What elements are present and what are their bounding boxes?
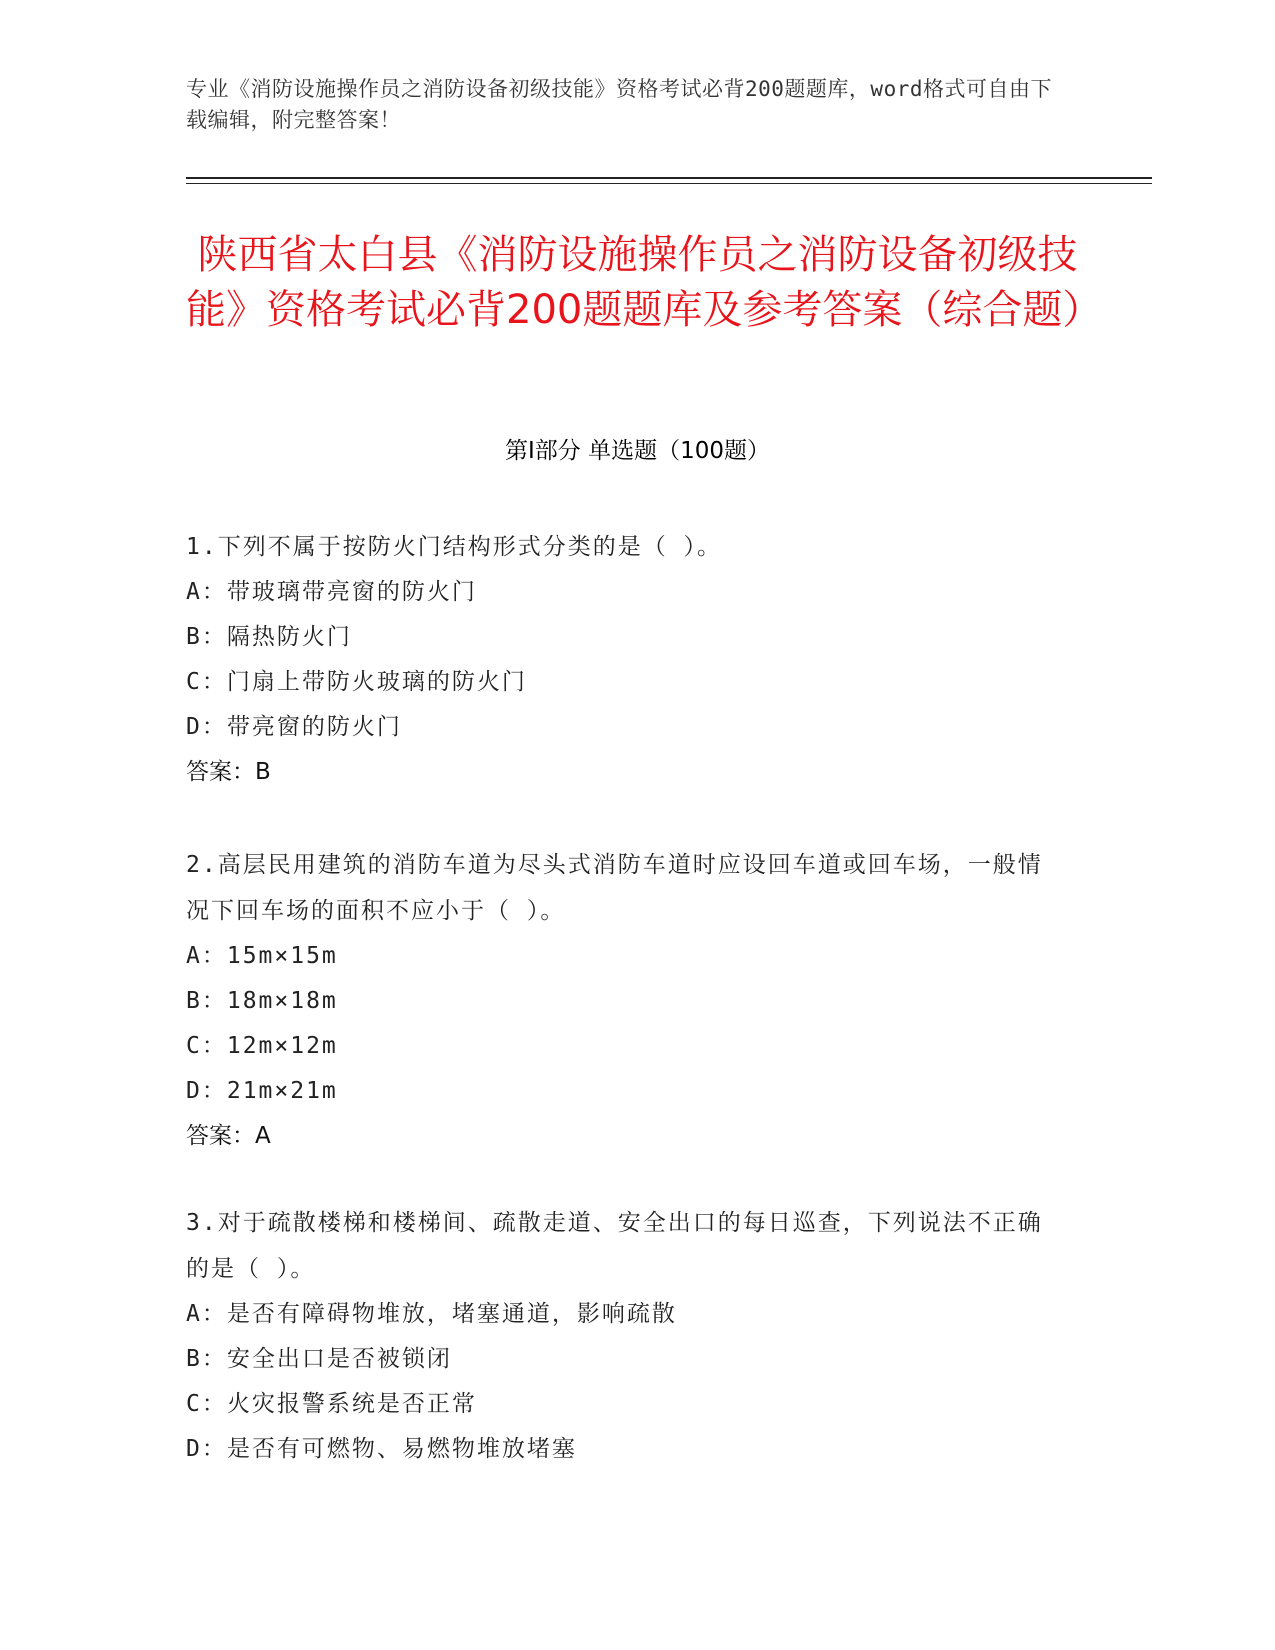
option-c: C：12m×12m bbox=[186, 1033, 338, 1059]
question-item bbox=[186, 1200, 1066, 1472]
question-stem: 2.高层民用建筑的消防车道为尽头式消防车道时应设回车道或回车场，一般情况下回车场的面积不应小于（ ）。 bbox=[186, 852, 1043, 924]
answer-line: 答案：B bbox=[186, 759, 271, 785]
header-divider-thick bbox=[186, 177, 1152, 179]
section-title: 第I部分 单选题（100题） bbox=[505, 438, 770, 464]
option-d: D：是否有可燃物、易燃物堆放堵塞 bbox=[186, 1436, 577, 1462]
option-a: A：是否有障碍物堆放，堵塞通道，影响疏散 bbox=[186, 1301, 677, 1327]
question-stem: 1.下列不属于按防火门结构形式分类的是（ ）。 bbox=[186, 534, 723, 560]
answer-line: 答案：A bbox=[186, 1123, 271, 1149]
option-b: B：隔热防火门 bbox=[186, 624, 352, 650]
document-title: 陕西省太白县《消防设施操作员之消防设备初级技能》资格考试必背200题题库及参考答案（综合题） bbox=[186, 232, 1103, 333]
question-stem: 3.对于疏散楼梯和楼梯间、疏散走道、安全出口的每日巡查，下列说法不正确的是（ ）。 bbox=[186, 1210, 1043, 1282]
option-a: A：带玻璃带亮窗的防火门 bbox=[186, 579, 477, 605]
option-a: A：15m×15m bbox=[186, 943, 338, 969]
question-item bbox=[186, 524, 1066, 795]
option-d: D：带亮窗的防火门 bbox=[186, 714, 402, 740]
option-b: B：安全出口是否被锁闭 bbox=[186, 1346, 452, 1372]
header-divider-thin bbox=[186, 183, 1152, 184]
question-item bbox=[186, 842, 1066, 1159]
option-c: C：火灾报警系统是否正常 bbox=[186, 1391, 477, 1417]
option-c: C：门扇上带防火玻璃的防火门 bbox=[186, 669, 527, 695]
option-b: B：18m×18m bbox=[186, 988, 338, 1014]
header-note: 专业《消防设施操作员之消防设备初级技能》资格考试必背200题题库，word格式可自由下载编辑，附完整答案！ bbox=[186, 77, 1052, 132]
option-d: D：21m×21m bbox=[186, 1078, 338, 1104]
